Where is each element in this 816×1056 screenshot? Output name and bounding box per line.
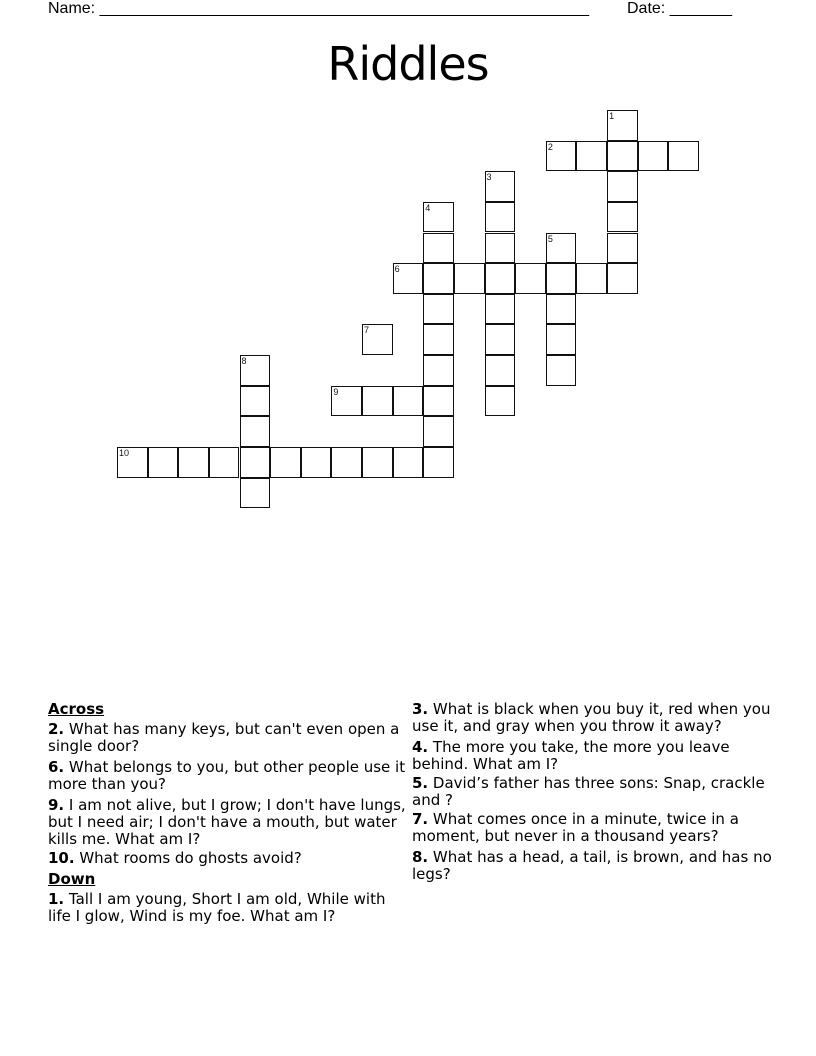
crossword-cell[interactable] (362, 324, 393, 355)
crossword-cell[interactable] (393, 447, 424, 478)
clue-number: 2 (547, 141, 553, 152)
crossword-cell[interactable] (423, 324, 454, 355)
crossword-cell[interactable] (485, 263, 516, 294)
clue-down-5: 5. David’s father has three sons: Snap, crackle and ? (412, 774, 765, 809)
crossword-cell[interactable] (362, 386, 393, 417)
crossword-cell[interactable] (546, 294, 577, 325)
crossword-cell[interactable] (638, 141, 669, 172)
crossword-cell[interactable] (576, 263, 607, 294)
clue-down-3: 3. What is black when you buy it, red when you use it, and gray when you throw it away? (412, 700, 771, 735)
crossword-cell[interactable] (485, 294, 516, 325)
crossword-cell[interactable] (423, 416, 454, 447)
crossword-cell[interactable] (485, 171, 516, 202)
crossword-cell[interactable] (240, 478, 271, 509)
clue-across-10: 10. What rooms do ghosts avoid? (48, 849, 302, 867)
clue-number: 3 (486, 172, 492, 183)
crossword-cell[interactable] (423, 447, 454, 478)
crossword-cell[interactable] (485, 233, 516, 264)
crossword-cell[interactable] (423, 355, 454, 386)
crossword-cell[interactable] (240, 416, 271, 447)
clue-down-7: 7. What comes once in a minute, twice in a moment, but never in a thousand years? (412, 810, 739, 845)
crossword-cell[interactable] (546, 141, 577, 172)
crossword-cell[interactable] (423, 386, 454, 417)
clue-down-1: 1. Tall I am young, Short I am old, While with life I glow, Wind is my foe. What am I? (48, 890, 386, 925)
crossword-cell[interactable] (148, 447, 179, 478)
crossword-cell[interactable] (117, 447, 148, 478)
crossword-cell[interactable] (301, 447, 332, 478)
crossword-cell[interactable] (423, 202, 454, 233)
clue-down-8: 8. What has a head, a tail, is brown, and has no legs? (412, 848, 772, 883)
clue-number: 6 (394, 264, 400, 275)
clue-number: 5 (547, 233, 553, 244)
clue-across-2: 2. What has many keys, but can't even open a single door? (48, 720, 400, 755)
across-heading: Across (48, 700, 105, 718)
crossword-cell[interactable] (362, 447, 393, 478)
clue-number: 10 (119, 447, 130, 458)
crossword-cell[interactable] (240, 386, 271, 417)
crossword-cell[interactable] (576, 141, 607, 172)
name-field-label: Name: _______________________________________________________ (48, 0, 589, 17)
down-heading: Down (48, 870, 96, 888)
crossword-cell[interactable] (546, 355, 577, 386)
clue-number: 9 (333, 386, 339, 397)
crossword-cell[interactable] (485, 386, 516, 417)
crossword-cell[interactable] (607, 263, 638, 294)
crossword-cell[interactable] (454, 263, 485, 294)
crossword-cell[interactable] (546, 263, 577, 294)
crossword-cell[interactable] (423, 233, 454, 264)
crossword-cell[interactable] (423, 294, 454, 325)
crossword-cell[interactable] (393, 263, 424, 294)
crossword-cell[interactable] (607, 202, 638, 233)
clues-column-right (412, 701, 772, 887)
crossword-cell[interactable] (607, 141, 638, 172)
crossword-cell[interactable] (240, 355, 271, 386)
clue-across-9: 9. I am not alive, but I grow; I don't have lungs, but I need air; I don't have a mouth, but water kills me. What am I? (48, 796, 406, 848)
crossword-cell[interactable] (393, 386, 424, 417)
crossword-cell[interactable] (331, 386, 362, 417)
crossword-cell[interactable] (668, 141, 699, 172)
clues-column-left (48, 701, 408, 929)
crossword-cell[interactable] (546, 233, 577, 264)
crossword-cell[interactable] (485, 355, 516, 386)
crossword-cell[interactable] (546, 324, 577, 355)
crossword-cell[interactable] (607, 171, 638, 202)
crossword-cell[interactable] (607, 233, 638, 264)
page-title: Riddles (327, 37, 489, 91)
crossword-cell[interactable] (209, 447, 240, 478)
crossword-cell[interactable] (178, 447, 209, 478)
crossword-cell[interactable] (515, 263, 546, 294)
clue-down-4: 4. The more you take, the more you leave behind. What am I? (412, 738, 730, 773)
clue-number: 1 (609, 111, 615, 121)
clue-number: 4 (425, 202, 431, 213)
crossword-cell[interactable] (331, 447, 362, 478)
crossword-cell[interactable] (607, 110, 638, 141)
clue-number: 8 (241, 356, 247, 367)
crossword-cell[interactable] (423, 263, 454, 294)
clue-number: 7 (364, 325, 370, 336)
date-field-label: Date: _______ (627, 0, 732, 17)
crossword-cell[interactable] (270, 447, 301, 478)
crossword-cell[interactable] (240, 447, 271, 478)
crossword-cell[interactable] (485, 202, 516, 233)
crossword-cell[interactable] (485, 324, 516, 355)
clue-across-6: 6. What belongs to you, but other people use it more than you? (48, 758, 406, 793)
